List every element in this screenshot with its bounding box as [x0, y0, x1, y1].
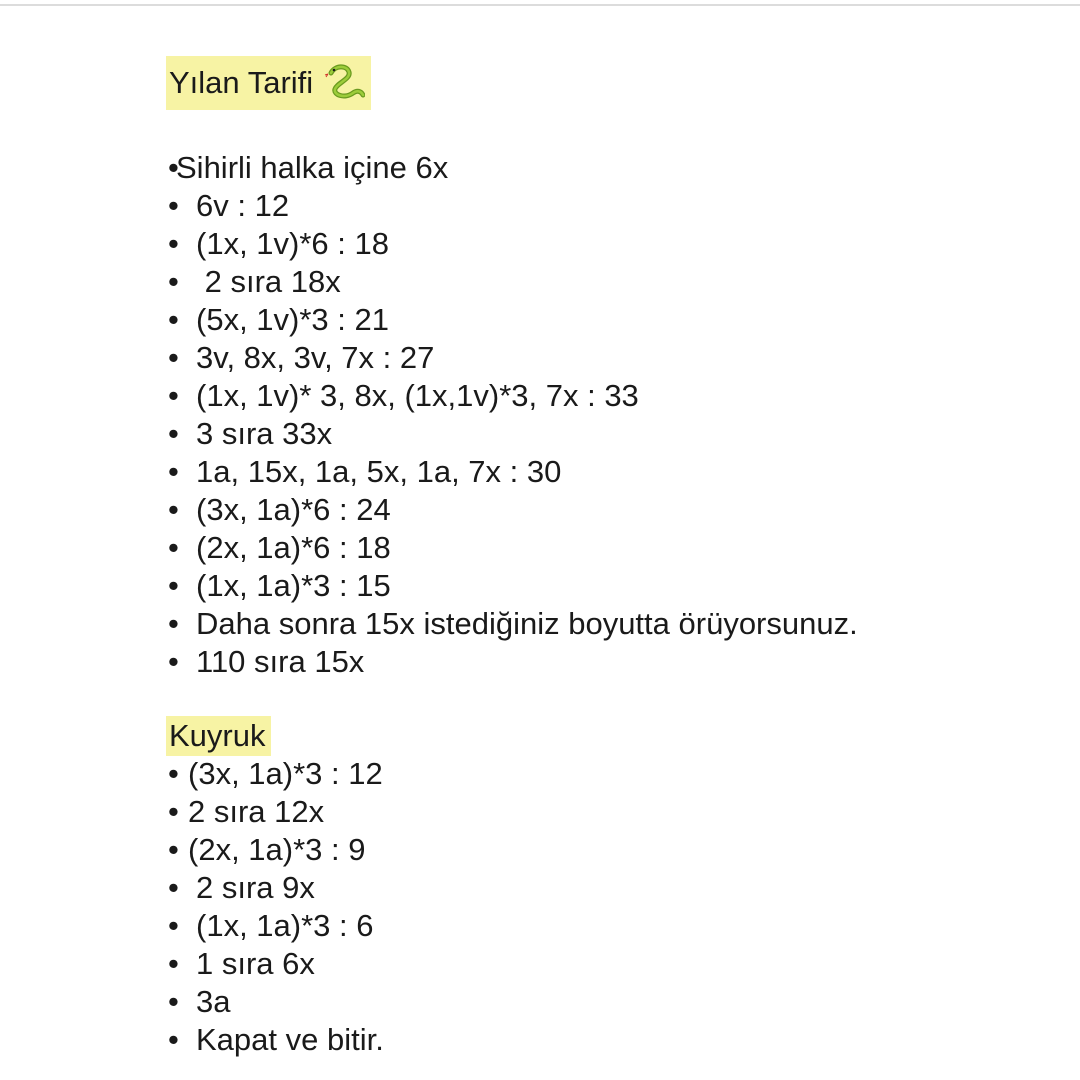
list-item	[168, 945, 384, 983]
list-item	[168, 415, 858, 453]
list-item	[168, 869, 384, 907]
bullet: •	[168, 870, 179, 905]
step-text: Kapat ve bitir.	[196, 1022, 384, 1057]
tail-steps-list	[168, 755, 384, 1059]
list-item	[168, 301, 858, 339]
list-item	[168, 263, 858, 301]
step-text: Sihirli halka içine 6x	[176, 150, 449, 185]
bullet: •	[168, 340, 179, 375]
list-item	[168, 491, 858, 529]
list-item	[168, 643, 858, 681]
bullet: •	[168, 606, 179, 641]
recipe-title	[166, 56, 371, 110]
step-text: Daha sonra 15x istediğiniz boyutta örüyorsunuz.	[196, 606, 858, 641]
list-item	[168, 605, 858, 643]
step-text: 3a	[196, 984, 231, 1019]
recipe-title-text: Yılan Tarifi	[169, 65, 314, 100]
step-text: 3v, 8x, 3v, 7x : 27	[196, 340, 435, 375]
step-text: (3x, 1a)*3 : 12	[188, 756, 383, 791]
list-item	[168, 149, 858, 187]
bullet: •	[168, 226, 179, 261]
list-item	[168, 567, 858, 605]
step-text: 2 sıra 18x	[196, 264, 341, 299]
bullet: •	[168, 756, 179, 791]
tail-heading	[166, 716, 271, 756]
bullet: •	[168, 908, 179, 943]
list-item	[168, 755, 384, 793]
list-item	[168, 225, 858, 263]
step-text: 2 sıra 9x	[196, 870, 315, 905]
bullet: •	[168, 946, 179, 981]
recipe-steps-list	[168, 149, 858, 681]
bullet: •	[168, 416, 179, 451]
bullet: •	[168, 188, 179, 223]
step-text: 1 sıra 6x	[196, 946, 315, 981]
snake-icon	[323, 63, 365, 103]
bullet: •	[168, 1022, 179, 1057]
bullet: •	[168, 492, 179, 527]
step-text: 3 sıra 33x	[196, 416, 333, 451]
bullet: •	[168, 150, 179, 185]
step-text: (3x, 1a)*6 : 24	[196, 492, 391, 527]
bullet: •	[168, 378, 179, 413]
list-item	[168, 377, 858, 415]
bullet: •	[168, 644, 179, 679]
list-item	[168, 453, 858, 491]
step-text: (5x, 1v)*3 : 21	[196, 302, 389, 337]
list-item	[168, 983, 384, 1021]
step-text: 6v : 12	[196, 188, 290, 223]
bullet: •	[168, 794, 179, 829]
step-text: (2x, 1a)*3 : 9	[188, 832, 366, 867]
step-text: (1x, 1v)*6 : 18	[196, 226, 389, 261]
list-item	[168, 187, 858, 225]
list-item	[168, 529, 858, 567]
step-text: 2 sıra 12x	[188, 794, 325, 829]
list-item	[168, 1021, 384, 1059]
list-item	[168, 907, 384, 945]
bullet: •	[168, 832, 179, 867]
step-text: (1x, 1v)* 3, 8x, (1x,1v)*3, 7x : 33	[196, 378, 639, 413]
bullet: •	[168, 530, 179, 565]
step-text: (1x, 1a)*3 : 6	[196, 908, 374, 943]
bullet: •	[168, 984, 179, 1019]
list-item	[168, 339, 858, 377]
bullet: •	[168, 568, 179, 603]
list-item	[168, 831, 384, 869]
bullet: •	[168, 302, 179, 337]
step-text: (1x, 1a)*3 : 15	[196, 568, 391, 603]
bullet: •	[168, 264, 179, 299]
tail-heading-text: Kuyruk	[169, 718, 266, 753]
step-text: 110 sıra 15x	[196, 644, 365, 679]
list-item	[168, 793, 384, 831]
bullet: •	[168, 454, 179, 489]
step-text: (2x, 1a)*6 : 18	[196, 530, 391, 565]
step-text: 1a, 15x, 1a, 5x, 1a, 7x : 30	[196, 454, 562, 489]
